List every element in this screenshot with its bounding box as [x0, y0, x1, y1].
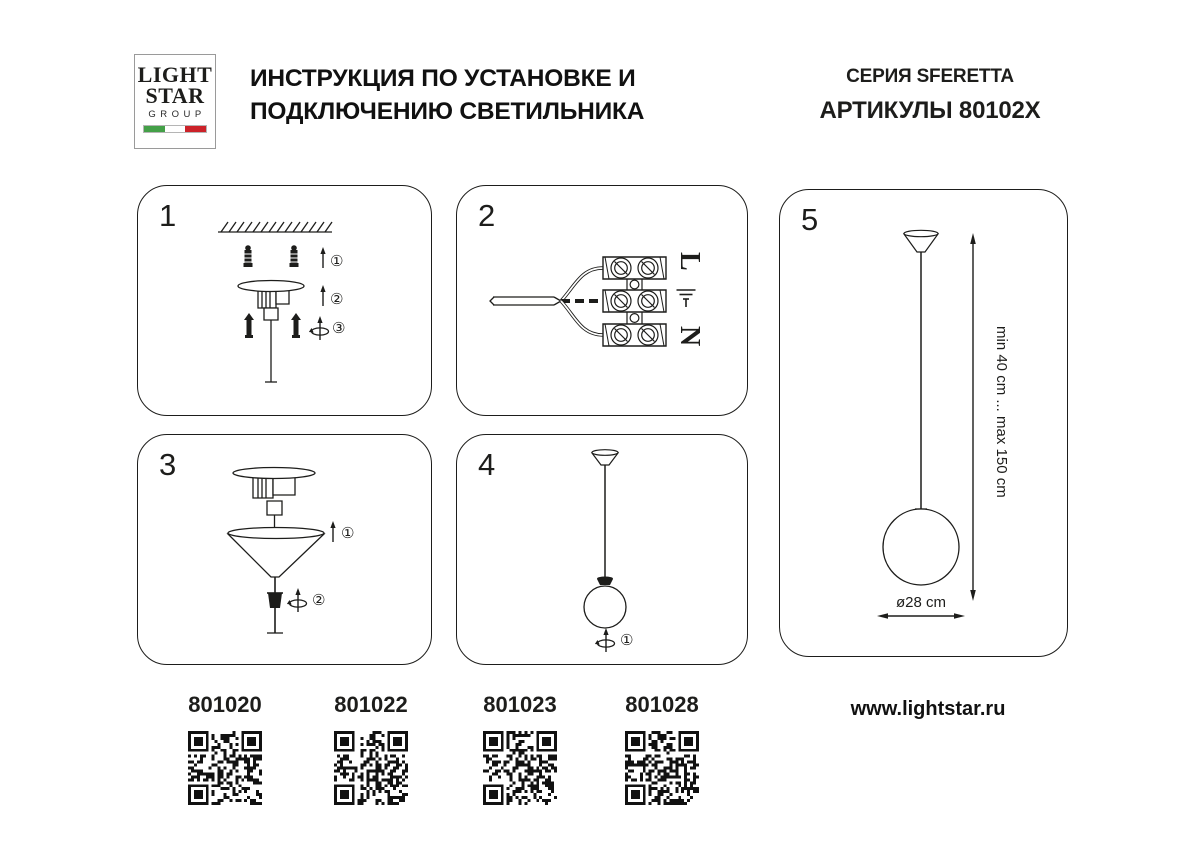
logo-word-star: STAR [145, 83, 205, 108]
series-label: СЕРИЯ SFERETTA [846, 66, 1014, 87]
insert-arrow-icon [320, 247, 325, 268]
sphere-shade [883, 509, 959, 585]
ceiling-mount-diagram [138, 186, 431, 415]
cone-shade [228, 528, 324, 578]
qr-code [334, 731, 408, 805]
series-block [780, 66, 1080, 125]
panel-step-4 [456, 434, 748, 665]
panel-step-1 [137, 185, 432, 416]
cord-grip [267, 577, 283, 633]
terminal-block [603, 257, 666, 346]
step-1-callout: ① [341, 524, 355, 542]
website-url: www.lightstar.ru [850, 698, 1006, 720]
canopy-plate [233, 468, 315, 531]
insert-arrow-icon [330, 521, 335, 542]
wiring-diagram [457, 186, 747, 415]
step-2-callout: ② [312, 591, 326, 609]
page-title [250, 62, 644, 128]
pendant-cone [904, 230, 938, 252]
globe-mount-diagram [457, 435, 747, 664]
flag-white [165, 126, 186, 132]
article-column [316, 692, 426, 810]
article-code: 801023 [483, 692, 557, 717]
sphere-shade [584, 586, 626, 628]
wire-line [561, 268, 603, 335]
step-1-callout: ① [620, 631, 634, 649]
neutral-terminal-label: N [674, 326, 705, 347]
articles-label: АРТИКУЛЫ 80102X [819, 97, 1041, 124]
rotate-arrow-icon [595, 628, 615, 652]
article-column [465, 692, 575, 810]
pendant-cone [592, 450, 618, 465]
step-3-callout: ③ [332, 319, 346, 337]
step-number: 4 [478, 447, 496, 482]
insert-arrow-icon [320, 285, 325, 306]
mains-cable [490, 297, 561, 305]
article-code: 801020 [188, 692, 262, 717]
logo-word-light: LIGHT [137, 62, 213, 87]
article-code: 801028 [625, 692, 699, 717]
panel-step-3 [137, 434, 432, 665]
height-range-label: min 40 cm ... max 150 cm [993, 326, 1010, 498]
socket-cap [597, 577, 613, 586]
panel-step-2 [456, 185, 748, 416]
logo-word-group: GROUP [148, 109, 206, 120]
italian-flag-bar [143, 125, 207, 133]
flag-red [185, 126, 206, 132]
qr-code [483, 731, 557, 805]
article-column [607, 692, 717, 810]
panel-dimensions [779, 189, 1068, 657]
step-2-callout: ② [330, 290, 344, 308]
step-number: 5 [801, 202, 819, 237]
step-number: 1 [159, 198, 177, 233]
dimension-diagram [780, 190, 1067, 656]
wall-plug-icon [244, 245, 299, 267]
rotate-arrow-icon [287, 588, 307, 612]
article-column [170, 692, 280, 810]
shade-mount-diagram [138, 435, 431, 664]
title-line-2: ПОДКЛЮЧЕНИЮ СВЕТИЛЬНИКА [250, 98, 645, 125]
lightstar-logo [134, 54, 216, 149]
title-line-1: ИНСТРУКЦИЯ ПО УСТАНОВКЕ И [250, 65, 636, 92]
earth-symbol [677, 290, 696, 307]
step-number: 2 [478, 198, 496, 233]
line-terminal-label: L [674, 252, 705, 271]
dimension-arrow-vertical [970, 233, 976, 601]
qr-code [188, 731, 262, 805]
flag-green [144, 126, 165, 132]
ceiling-hatch [218, 222, 332, 232]
rotate-arrow-icon [309, 316, 329, 340]
diameter-label: ø28 cm [895, 594, 947, 611]
step-1-callout: ① [330, 252, 344, 270]
step-number: 3 [159, 447, 177, 482]
dimension-arrow-horizontal [877, 613, 965, 619]
qr-code [625, 731, 699, 805]
article-code: 801022 [334, 692, 408, 717]
